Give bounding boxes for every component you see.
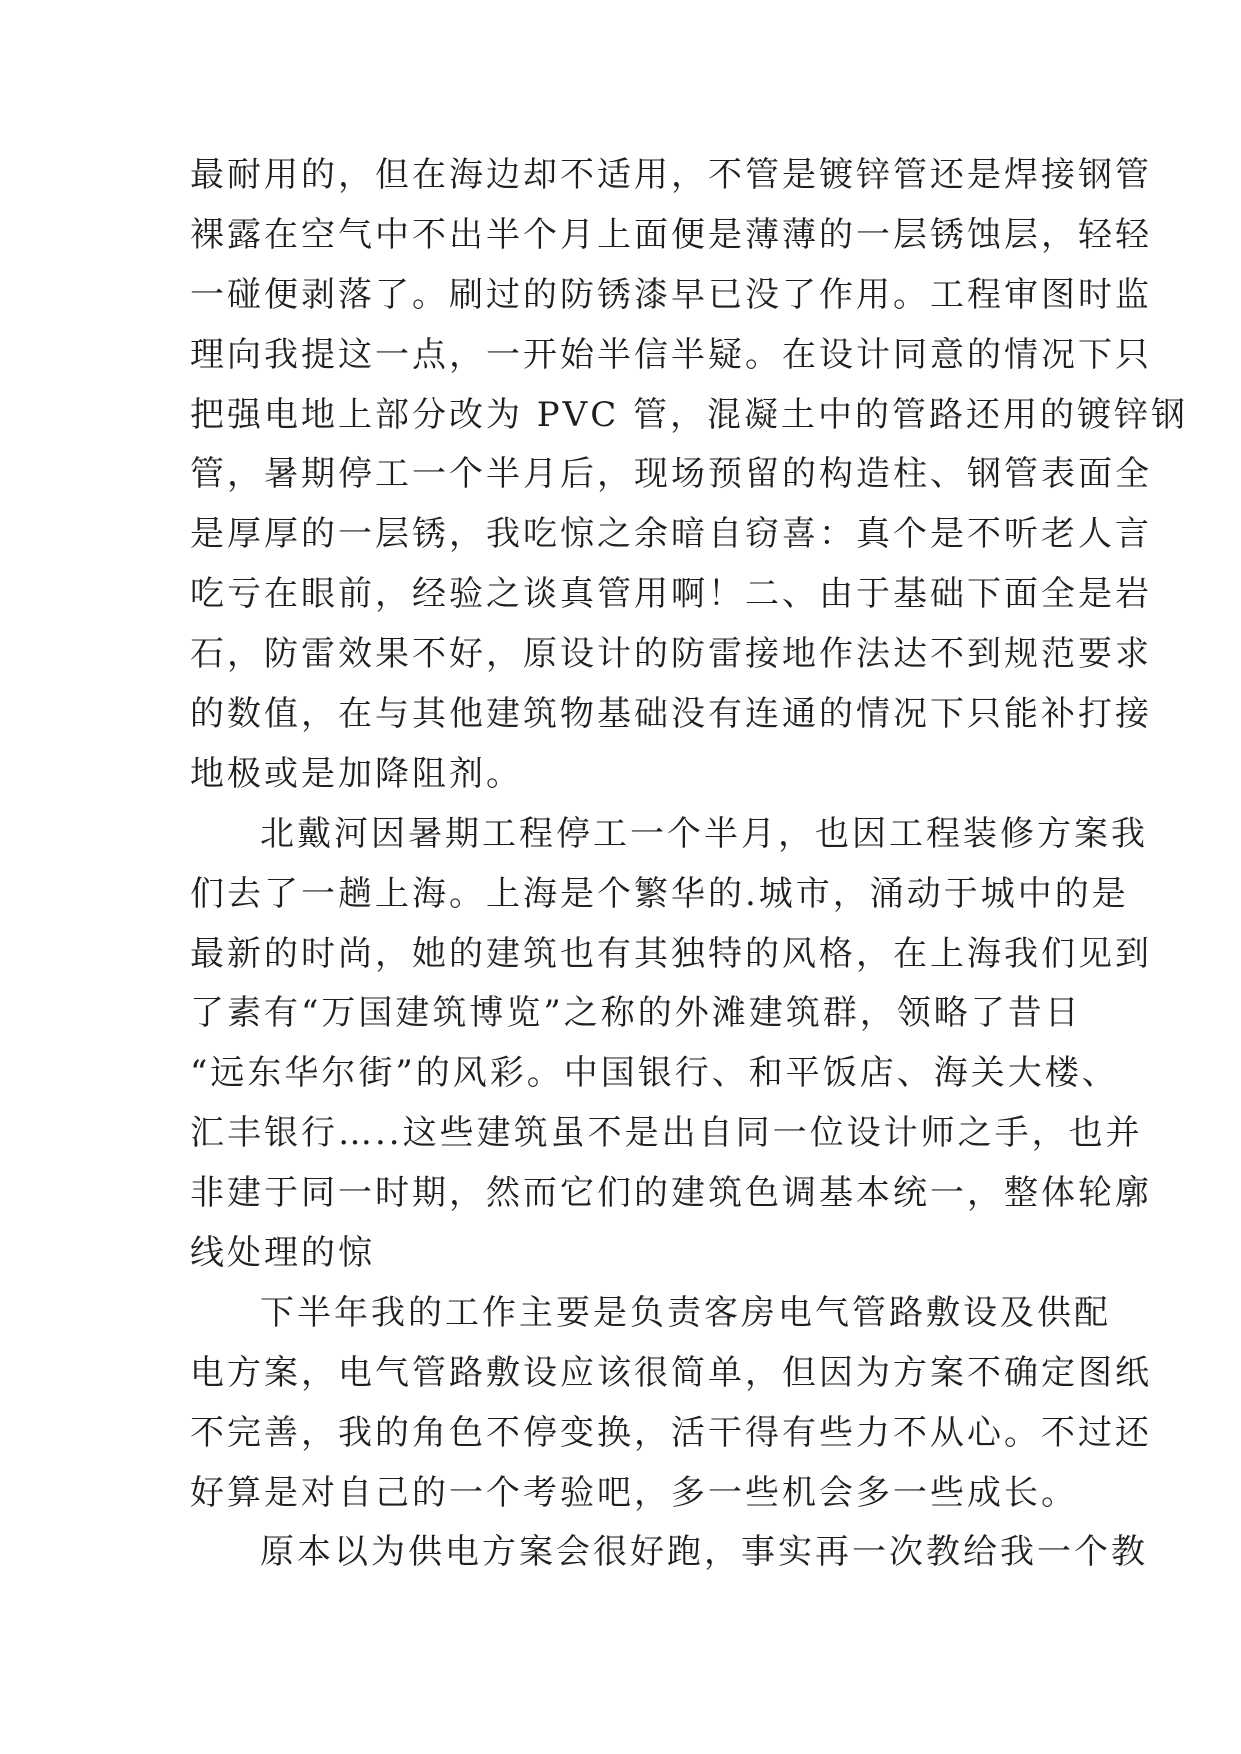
text-line: 吃亏在眼前，经验之谈真管用啊！二、由于基础下面全是岩 xyxy=(190,574,1152,615)
text-line: 裸露在空气中不出半个月上面便是薄薄的一层锈蚀层，轻轻 xyxy=(190,214,1152,255)
text-line: 把强电地上部分改为 PVC 管，混凝土中的管路还用的镀锌钢 xyxy=(190,394,1189,435)
text-line: 非建于同一时期，然而它们的建筑色调基本统一，整体轮廓 xyxy=(190,1173,1152,1214)
text-line: 最耐用的，但在海边却不适用，不管是镀锌管还是焊接钢管 xyxy=(190,155,1152,195)
text-line: 最新的时尚，她的建筑也有其独特的风格，在上海我们见到 xyxy=(190,933,1152,974)
text-line: 石，防雷效果不好，原设计的防雷接地作法达不到规范要求 xyxy=(190,634,1152,675)
text-line: 了素有“万国建筑博览”之称的外滩建筑群，领略了昔日 xyxy=(190,993,1082,1034)
text-line: 理向我提这一点，一开始半信半疑。在设计同意的情况下只 xyxy=(190,334,1152,375)
text-line: “远东华尔街”的风彩。中国银行、和平饭店、海关大楼、 xyxy=(190,1053,1119,1094)
text-line: 是厚厚的一层锈，我吃惊之余暗自窃喜：真个是不听老人言 xyxy=(190,514,1152,555)
text-line: 管，暑期停工一个半月后，现场预留的构造柱、钢管表面全 xyxy=(190,454,1152,495)
text-line: 一碰便剥落了。刷过的防锈漆早已没了作用。工程审图时监 xyxy=(190,274,1152,315)
text-line: 线处理的惊 xyxy=(190,1233,375,1274)
text-line: 们去了一趟上海。上海是个繁华的.城市，涌动于城中的是 xyxy=(190,873,1129,914)
text-line: 汇丰银行…..这些建筑虽不是出自同一位设计师之手，也并 xyxy=(190,1113,1143,1154)
body-text xyxy=(190,146,1189,1583)
paragraph-start-line: 原本以为供电方案会很好跑，事实再一次教给我一个教 xyxy=(260,1532,1148,1573)
text-line: 电方案，电气管路敷设应该很简单，但因为方案不确定图纸 xyxy=(190,1352,1152,1393)
paragraph-start-line: 北戴河因暑期工程停工一个半月，也因工程装修方案我 xyxy=(260,813,1148,854)
text-line: 不完善，我的角色不停变换，活干得有些力不从心。不过还 xyxy=(190,1412,1152,1453)
text-line: 的数值，在与其他建筑物基础没有连通的情况下只能补打接 xyxy=(190,694,1152,735)
text-line: 地极或是加降阻剂。 xyxy=(190,753,523,794)
paragraph-start-line: 下半年我的工作主要是负责客房电气管路敷设及供配 xyxy=(260,1292,1111,1333)
text-line: 好算是对自己的一个考验吧，多一些机会多一些成长。 xyxy=(190,1472,1078,1513)
